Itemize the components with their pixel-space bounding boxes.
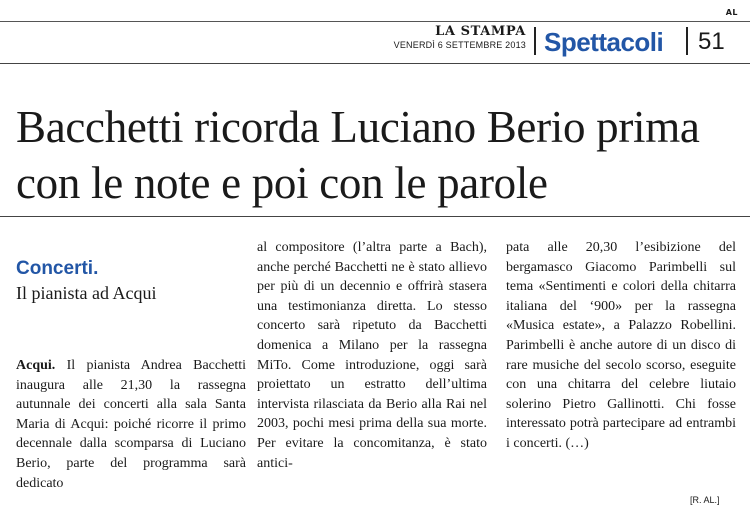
article-column-2: al compositore (l’altra parte a Bach), anche perché Bacchetti ne è stato allievo per più di un decennio e offrirà stasera una testimonianza diretta. Lo stesso concerto sarà ripetuto da Bacchetti domenica a Milano per la rassegna MiTo. Come introduzione, oggi sarà proiettato un estratto dell’ultima intervista rilasciata da Berio alla Rai nel 2003, pochi mesi prima della sua morte. Per evitare la concomitanza, è stato antici- [257,240,487,471]
section-name: Spettacoli [544,27,664,57]
corner-tag: AL [725,8,738,17]
article-column-3: pata alle 20,30 l’esibizione del bergamasco Giacomo Parimbelli sul tema «Sentimenti e colori della chitarra italiana del ‘900» per la rassegna «Musica estate», a Palazzo Robellini. Parimbelli è anche autore di un disco di rare musiche del secolo scorso, eseguite con una chitarra del celebre liutaio solerino Pietro Gallinotti. Chi fosse interessato potrà partecipare ad entrambi i concerti. (…) [506,240,736,451]
page-number-divider [686,27,688,55]
masthead [386,24,526,51]
article-column-1 [16,356,246,493]
headline: Bacchetti ricorda Luciano Berio prima con le note e poi con le parole [16,102,700,208]
issue-date: VENERDÌ 6 SETTEMBRE 2013 [393,40,526,50]
kicker: Concerti. [16,258,99,279]
byline: [R. AL.] [690,495,720,505]
page-number: 51 [698,28,725,55]
newspaper-name: LA STAMPA [435,24,526,39]
subhead: Il pianista ad Acqui [16,283,157,303]
top-rule [0,21,750,22]
masthead-rule [0,63,750,64]
column-1-text: Il pianista Andrea Bacchetti inaugura alle 21,30 la rassegna autunnale dei concerti alla sala Santa Maria di Acqui: poiché ricorre il primo decennale dalla scomparsa di Luciano Berio, parte del programma sarà dedicato [16,358,246,491]
headline-rule [0,216,750,217]
dateline: Acqui. [16,358,56,373]
masthead-divider [534,27,536,55]
